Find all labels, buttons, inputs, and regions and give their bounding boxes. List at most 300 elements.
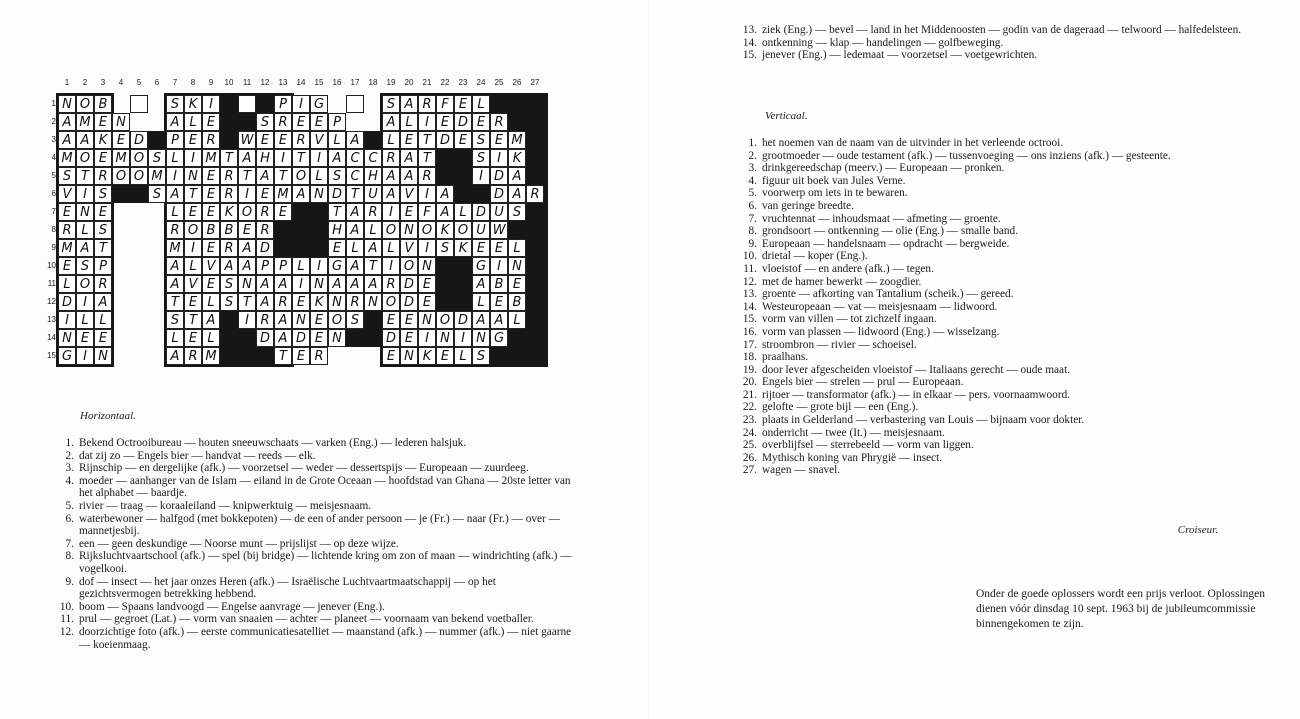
grid-cell: E bbox=[454, 131, 472, 149]
column-number: 17 bbox=[350, 78, 360, 87]
verticaal-clue bbox=[740, 250, 1270, 263]
column-number: 26 bbox=[512, 78, 522, 87]
clue-text: groente — afkorting van Tantalium (scheik.) — gereed. bbox=[762, 288, 1014, 301]
grid-cell: L bbox=[310, 167, 328, 185]
grid-cell: S bbox=[148, 185, 166, 203]
grid-cell: V bbox=[184, 275, 202, 293]
grid-cell: K bbox=[220, 203, 238, 221]
grid-cell: D bbox=[292, 329, 310, 347]
clue-number: 8. bbox=[748, 225, 757, 238]
clue-number: 5. bbox=[65, 499, 74, 512]
verticaal-clue bbox=[740, 150, 1270, 163]
horizontaal-clues-continued bbox=[740, 24, 1260, 62]
grid-cell: E bbox=[490, 131, 508, 149]
grid-cell: T bbox=[274, 347, 292, 365]
grid-cell: A bbox=[58, 131, 76, 149]
grid-cell: C bbox=[364, 149, 382, 167]
grid-cell: L bbox=[472, 293, 490, 311]
grid-cell: E bbox=[436, 113, 454, 131]
clue-text: met de hamer bewerkt — zoogdier. bbox=[762, 275, 922, 288]
clue-text: boom — Spaans landvoogd — Engelse aanvrage — jenever (Eng.). bbox=[79, 600, 385, 613]
grid-cell: K bbox=[436, 221, 454, 239]
grid-cell: E bbox=[454, 95, 472, 113]
clue-number: 18. bbox=[742, 351, 757, 364]
grid-cell: F bbox=[418, 203, 436, 221]
clue-number: 5. bbox=[748, 187, 757, 200]
grid-cell: A bbox=[400, 95, 418, 113]
grid-cell: O bbox=[328, 311, 346, 329]
grid-cell: L bbox=[508, 239, 526, 257]
horizontaal-clue bbox=[57, 462, 577, 475]
verticaal-clue bbox=[740, 401, 1270, 414]
column-number: 3 bbox=[100, 78, 106, 87]
clue-number: 4. bbox=[65, 474, 74, 487]
grid-cell: L bbox=[58, 275, 76, 293]
grid-cell bbox=[130, 95, 148, 113]
grid-cell: E bbox=[310, 329, 328, 347]
verticaal-clue bbox=[740, 200, 1270, 213]
grid-cell: M bbox=[202, 347, 220, 365]
grid-cell: M bbox=[166, 239, 184, 257]
verticaal-clue bbox=[740, 376, 1270, 389]
clue-text: waterbewoner — halfgod (met bokkepoten) — de een of ander persoon — je (Fr.) — naar (Fr.) — over — mannetjesbij. bbox=[79, 512, 560, 538]
grid-cell: E bbox=[490, 239, 508, 257]
clue-number: 16. bbox=[742, 325, 757, 338]
column-number: 19 bbox=[386, 78, 396, 87]
grid-cell: E bbox=[58, 203, 76, 221]
grid-cell: I bbox=[382, 257, 400, 275]
grid-cell: H bbox=[256, 149, 274, 167]
grid-cell: A bbox=[76, 239, 94, 257]
grid-cell: E bbox=[256, 131, 274, 149]
verticaal-clue bbox=[740, 351, 1270, 364]
grid-cell: O bbox=[454, 221, 472, 239]
clue-number: 17. bbox=[742, 338, 757, 351]
grid-cell: M bbox=[112, 149, 130, 167]
horizontaal-clues bbox=[57, 437, 577, 651]
grid-cell: R bbox=[418, 95, 436, 113]
row-number: 2 bbox=[51, 117, 56, 126]
grid-cell bbox=[238, 95, 256, 113]
grid-cell: A bbox=[400, 167, 418, 185]
column-number: 21 bbox=[422, 78, 432, 87]
row-number: 13 bbox=[47, 315, 56, 324]
grid-cell: L bbox=[508, 311, 526, 329]
grid-cell: L bbox=[382, 239, 400, 257]
grid-cell: R bbox=[256, 221, 274, 239]
grid-cell: E bbox=[400, 131, 418, 149]
grid-cell: S bbox=[508, 203, 526, 221]
grid-cell: N bbox=[418, 257, 436, 275]
grid-cell: A bbox=[274, 329, 292, 347]
grid-cell: A bbox=[436, 185, 454, 203]
grid-cell: I bbox=[472, 167, 490, 185]
clue-text: dof — insect — het jaar onzes Heren (afk.) — Israëlische Luchtvaartmaatschappij — op het gezichtsvermogen betrekking hebbend. bbox=[79, 575, 496, 601]
verticaal-clue bbox=[740, 339, 1270, 352]
horizontaal-clue bbox=[57, 601, 577, 614]
grid-cell: R bbox=[382, 275, 400, 293]
grid-cell: R bbox=[94, 275, 112, 293]
grid-cell: P bbox=[256, 257, 274, 275]
grid-cell: E bbox=[58, 257, 76, 275]
grid-cell: F bbox=[436, 95, 454, 113]
horizontaal-clue bbox=[57, 576, 577, 601]
grid-cell: M bbox=[58, 239, 76, 257]
grid-cell: L bbox=[328, 131, 346, 149]
grid-cell: D bbox=[58, 293, 76, 311]
grid-cell: I bbox=[382, 203, 400, 221]
horizontaal-clue bbox=[57, 450, 577, 463]
verticaal-clue bbox=[740, 326, 1270, 339]
grid-cell: N bbox=[328, 329, 346, 347]
verticaal-clues bbox=[740, 137, 1270, 477]
grid-cell: S bbox=[436, 239, 454, 257]
grid-cell: H bbox=[328, 221, 346, 239]
clue-text: Mythisch koning van Phrygië — insect. bbox=[762, 451, 943, 464]
row-number: 7 bbox=[51, 207, 56, 216]
grid-cell: D bbox=[130, 131, 148, 149]
grid-cell: T bbox=[184, 311, 202, 329]
verticaal-clue bbox=[740, 389, 1270, 402]
grid-cell: N bbox=[508, 257, 526, 275]
grid-cell: A bbox=[274, 275, 292, 293]
grid-cell: U bbox=[490, 203, 508, 221]
horizontaal-clue bbox=[57, 550, 577, 575]
column-number: 6 bbox=[154, 78, 160, 87]
clue-number: 21. bbox=[742, 388, 757, 401]
clue-text: rijtoer — transformator (afk.) — in elkaar — pers. voornaamwoord. bbox=[762, 388, 1071, 401]
grid-cell: E bbox=[202, 167, 220, 185]
clue-text: voorwerp om iets in te bewaren. bbox=[762, 187, 908, 200]
clue-text: dat zij zo — Engels bier — handvat — reeds — elk. bbox=[79, 449, 316, 462]
column-number: 13 bbox=[278, 78, 288, 87]
clue-number: 14. bbox=[742, 300, 757, 313]
grid-cell: M bbox=[274, 185, 292, 203]
grid-cell: E bbox=[472, 113, 490, 131]
grid-cell: O bbox=[76, 275, 94, 293]
grid-cell: O bbox=[382, 293, 400, 311]
grid-cell: A bbox=[364, 275, 382, 293]
grid-cell: V bbox=[400, 185, 418, 203]
clue-text: drietal — koper (Eng.). bbox=[762, 250, 868, 263]
clue-text: Bekend Octrooibureau — houten sneeuwschaats — varken (Eng.) — lederen halsjuk. bbox=[79, 437, 467, 449]
grid-cell: O bbox=[418, 221, 436, 239]
grid-cell: A bbox=[382, 113, 400, 131]
clue-text: onderricht — twee (It.) — meisjesnaam. bbox=[762, 426, 945, 439]
grid-cell: I bbox=[310, 257, 328, 275]
verticaal-clue bbox=[740, 364, 1270, 377]
grid-cell: R bbox=[220, 167, 238, 185]
verticaal-clue bbox=[740, 175, 1270, 188]
grid-cell: T bbox=[274, 167, 292, 185]
clue-number: 12. bbox=[59, 625, 74, 638]
grid-cell: R bbox=[94, 167, 112, 185]
grid-cell: N bbox=[418, 311, 436, 329]
grid-cell: E bbox=[94, 149, 112, 167]
grid-cell: M bbox=[148, 167, 166, 185]
verticaal-clue bbox=[740, 162, 1270, 175]
clue-text: door lever afgescheiden vloeistof — Italiaans gerecht — oude maat. bbox=[762, 363, 1071, 376]
verticaal-clue bbox=[740, 288, 1270, 301]
grid-cell: K bbox=[418, 347, 436, 365]
grid-cell: O bbox=[112, 167, 130, 185]
grid-cell: M bbox=[58, 149, 76, 167]
grid-cell: D bbox=[256, 239, 274, 257]
grid-cell: T bbox=[238, 167, 256, 185]
grid-cell: I bbox=[76, 347, 94, 365]
grid-cell: N bbox=[94, 347, 112, 365]
column-number: 4 bbox=[118, 78, 124, 87]
grid-cell: R bbox=[346, 293, 364, 311]
verticaal-clue bbox=[740, 427, 1270, 440]
grid-cell: A bbox=[364, 239, 382, 257]
clue-number: 2. bbox=[65, 449, 74, 462]
grid-cell: W bbox=[238, 131, 256, 149]
clue-number: 1. bbox=[748, 137, 757, 149]
grid-cell: I bbox=[418, 239, 436, 257]
column-number: 1 bbox=[64, 78, 70, 87]
grid-cell: E bbox=[310, 311, 328, 329]
row-number: 11 bbox=[47, 279, 56, 288]
clue-text: drinkgereedschap (meerv.) — Europeaan — pronken. bbox=[762, 162, 1005, 175]
grid-cell: V bbox=[310, 131, 328, 149]
clue-text: plaats in Gelderland — verbastering van Louis — bijnaam voor dokter. bbox=[762, 414, 1085, 427]
grid-cell: N bbox=[328, 293, 346, 311]
grid-cell: D bbox=[400, 275, 418, 293]
column-number: 18 bbox=[368, 78, 378, 87]
grid-cell: T bbox=[328, 203, 346, 221]
verticaal-clue bbox=[740, 464, 1270, 477]
grid-cell: G bbox=[472, 257, 490, 275]
horizontaal-clue bbox=[57, 475, 577, 500]
grid-cell: E bbox=[274, 203, 292, 221]
horizontaal-clue bbox=[57, 613, 577, 626]
grid-cell: M bbox=[76, 113, 94, 131]
grid-cell: N bbox=[58, 329, 76, 347]
grid-cell: L bbox=[166, 329, 184, 347]
grid-cell: E bbox=[382, 311, 400, 329]
column-number: 9 bbox=[208, 78, 214, 87]
grid-cell: S bbox=[346, 311, 364, 329]
signature: Croiseur. bbox=[1177, 524, 1218, 536]
clue-text: praalhans. bbox=[762, 351, 809, 364]
grid-cell: L bbox=[364, 221, 382, 239]
grid-cell: D bbox=[400, 293, 418, 311]
grid-cell: A bbox=[256, 167, 274, 185]
grid-cell: N bbox=[76, 203, 94, 221]
grid-cell: A bbox=[508, 185, 526, 203]
grid-cell: L bbox=[202, 329, 220, 347]
clue-number: 25. bbox=[742, 439, 757, 452]
grid-cell: N bbox=[364, 293, 382, 311]
clue-text: rivier — traag — koraaleiland — knipwerktuig — meisjesnaam. bbox=[79, 499, 372, 512]
grid-cell: O bbox=[76, 149, 94, 167]
grid-cell: A bbox=[472, 311, 490, 329]
grid-cell: L bbox=[166, 149, 184, 167]
clue-text: overblijfsel — sterrebeeld — vorm van liggen. bbox=[762, 439, 974, 452]
grid-cell: N bbox=[310, 275, 328, 293]
clue-number: 19. bbox=[742, 363, 757, 376]
clue-number: 1. bbox=[65, 437, 74, 449]
grid-cell: A bbox=[292, 185, 310, 203]
grid-cell: A bbox=[400, 149, 418, 167]
clue-number: 2. bbox=[748, 149, 757, 162]
grid-cell: I bbox=[490, 257, 508, 275]
grid-cell: A bbox=[328, 275, 346, 293]
grid-cell: S bbox=[472, 149, 490, 167]
column-number: 25 bbox=[494, 78, 504, 87]
grid-cell: T bbox=[94, 239, 112, 257]
clue-number: 24. bbox=[742, 426, 757, 439]
grid-cell: T bbox=[220, 149, 238, 167]
grid-cell: E bbox=[292, 293, 310, 311]
grid-cell: N bbox=[112, 113, 130, 131]
verticaal-clue bbox=[740, 213, 1270, 226]
grid-cell: S bbox=[256, 113, 274, 131]
grid-cell: S bbox=[220, 275, 238, 293]
grid-cell: N bbox=[184, 167, 202, 185]
column-number: 27 bbox=[530, 78, 540, 87]
grid-cell: K bbox=[508, 149, 526, 167]
grid-cell: S bbox=[94, 221, 112, 239]
grid-cell: A bbox=[508, 167, 526, 185]
grid-cell: E bbox=[328, 239, 346, 257]
clue-number: 15. bbox=[742, 49, 757, 62]
clue-text: vorm van plassen — lidwoord (Eng.) — wisselzang. bbox=[762, 325, 1000, 338]
grid-cell: V bbox=[202, 257, 220, 275]
grid-cell: R bbox=[364, 203, 382, 221]
clue-text: grootmoeder — oude testament (afk.) — tussenvoeging — ons inziens (afk.) — gesteente. bbox=[762, 149, 1171, 162]
grid-cell: E bbox=[202, 185, 220, 203]
grid-cell: R bbox=[292, 131, 310, 149]
grid-cell: T bbox=[238, 293, 256, 311]
clue-number: 3. bbox=[65, 462, 74, 475]
grid-cell: I bbox=[238, 185, 256, 203]
column-number: 23 bbox=[458, 78, 468, 87]
verticaal-clue bbox=[740, 263, 1270, 276]
grid-cell: N bbox=[472, 329, 490, 347]
row-number: 9 bbox=[51, 243, 56, 252]
grid-cell: A bbox=[472, 275, 490, 293]
grid-cell: T bbox=[184, 185, 202, 203]
grid-cell bbox=[346, 95, 364, 113]
grid-cell: D bbox=[436, 131, 454, 149]
grid-cell: B bbox=[508, 293, 526, 311]
grid-cell: D bbox=[256, 329, 274, 347]
grid-cell: R bbox=[382, 149, 400, 167]
grid-cell: K bbox=[454, 239, 472, 257]
grid-cell: A bbox=[220, 257, 238, 275]
grid-cell: R bbox=[256, 203, 274, 221]
grid-cell: A bbox=[238, 149, 256, 167]
grid-cell: E bbox=[292, 113, 310, 131]
row-number: 15 bbox=[47, 351, 56, 360]
grid-cell: E bbox=[202, 203, 220, 221]
clue-number: 9. bbox=[65, 575, 74, 588]
grid-cell: R bbox=[220, 185, 238, 203]
grid-cell: S bbox=[328, 167, 346, 185]
grid-cell: P bbox=[94, 257, 112, 275]
grid-cell: T bbox=[364, 257, 382, 275]
grid-cell: E bbox=[184, 329, 202, 347]
grid-cell: E bbox=[184, 293, 202, 311]
clue-text: prul — gegroet (Lat.) — vorm van snaaien — achter — planeet — voornaam van bekend voetballer. bbox=[79, 613, 534, 626]
column-number: 24 bbox=[476, 78, 486, 87]
grid-cell: A bbox=[382, 167, 400, 185]
grid-cell: L bbox=[454, 347, 472, 365]
grid-cell: V bbox=[58, 185, 76, 203]
grid-cell: M bbox=[202, 149, 220, 167]
grid-cell: A bbox=[346, 221, 364, 239]
grid-cell: E bbox=[436, 347, 454, 365]
grid-cell: I bbox=[292, 275, 310, 293]
grid-cell: L bbox=[202, 293, 220, 311]
row-number: 10 bbox=[47, 261, 56, 270]
grid-cell: S bbox=[94, 185, 112, 203]
grid-cell: I bbox=[76, 185, 94, 203]
grid-cell: A bbox=[346, 131, 364, 149]
verticaal-clue bbox=[740, 439, 1270, 452]
grid-cell: P bbox=[166, 131, 184, 149]
clue-text: moeder — aanhanger van de Islam — eiland in de Grote Oceaan — hoofdstad van Ghana — 20ste letter van het alphabet — baardje. bbox=[79, 474, 571, 500]
grid-cell: A bbox=[346, 275, 364, 293]
grid-cell: N bbox=[436, 329, 454, 347]
grid-cell: E bbox=[310, 113, 328, 131]
grid-cell: G bbox=[328, 257, 346, 275]
grid-cell: I bbox=[310, 149, 328, 167]
grid-cell: W bbox=[490, 221, 508, 239]
grid-cell: E bbox=[76, 329, 94, 347]
grid-cell: A bbox=[202, 311, 220, 329]
column-number: 8 bbox=[190, 78, 196, 87]
grid-cell: P bbox=[328, 113, 346, 131]
grid-cell: I bbox=[418, 185, 436, 203]
grid-cell: L bbox=[76, 221, 94, 239]
grid-cell: G bbox=[490, 329, 508, 347]
clue-text: vruchtennat — inhoudsmaat — afmeting — groente. bbox=[762, 212, 1001, 225]
grid-cell: E bbox=[490, 293, 508, 311]
grid-cell: T bbox=[292, 149, 310, 167]
clue-number: 13. bbox=[742, 24, 757, 36]
verticaal-clue bbox=[740, 301, 1270, 314]
grid-cell: I bbox=[166, 167, 184, 185]
grid-cell: S bbox=[166, 95, 184, 113]
clue-number: 10. bbox=[59, 600, 74, 613]
grid-cell: K bbox=[94, 131, 112, 149]
row-number: 3 bbox=[51, 135, 56, 144]
grid-cell: L bbox=[184, 113, 202, 131]
column-number: 10 bbox=[224, 78, 234, 87]
grid-cell: T bbox=[346, 185, 364, 203]
grid-cell: A bbox=[166, 347, 184, 365]
grid-cell: E bbox=[202, 239, 220, 257]
grid-cell: B bbox=[220, 221, 238, 239]
grid-cell: O bbox=[76, 95, 94, 113]
clue-text: van geringe breedte. bbox=[762, 199, 854, 212]
grid-cell: M bbox=[508, 131, 526, 149]
grid-cell: E bbox=[418, 293, 436, 311]
grid-cell: E bbox=[382, 347, 400, 365]
grid-cell: E bbox=[400, 329, 418, 347]
clue-number: 27. bbox=[742, 464, 757, 477]
grid-cell: E bbox=[256, 185, 274, 203]
grid-cell: D bbox=[490, 185, 508, 203]
grid-cell: E bbox=[292, 347, 310, 365]
clue-number: 9. bbox=[748, 237, 757, 250]
row-number: 1 bbox=[51, 99, 56, 108]
clue-number: 10. bbox=[742, 250, 757, 263]
grid-cell: A bbox=[58, 113, 76, 131]
